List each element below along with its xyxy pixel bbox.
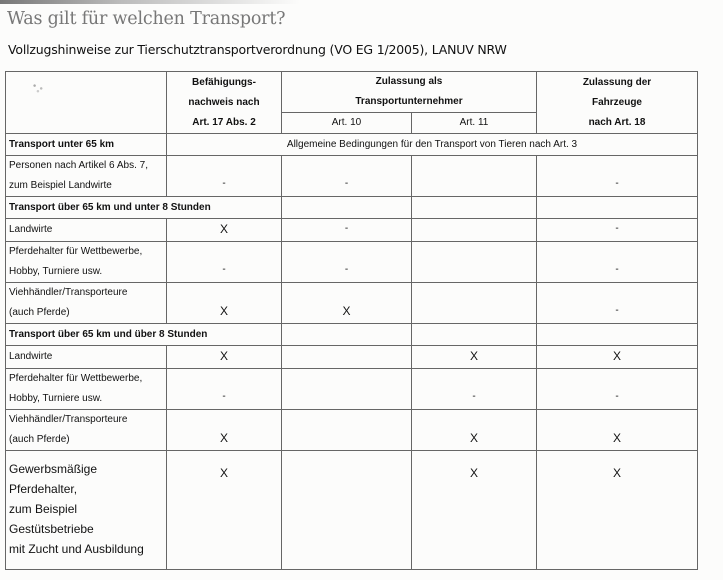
row-label-line: Gestütsbetriebe [9,522,94,536]
cell-art10: - [282,156,412,197]
section-note: Allgemeine Bedingungen für den Transport von Tieren nach Art. 3 [167,134,698,156]
empty-cell [412,197,537,219]
cell-art11: X [412,410,537,451]
table-row [6,346,698,369]
row-label [6,410,167,451]
row-label-line: (auch Pferde) [9,307,70,318]
table-row [6,451,698,570]
header-text: Art. 17 Abs. 2 [192,116,256,128]
empty-cell [412,324,537,346]
cell-fahrzeuge: - [537,156,698,197]
cell-art10 [282,346,412,369]
cell-art11 [412,283,537,324]
cell-art10: X [282,283,412,324]
section-row [6,197,698,219]
row-label-line: Pferdehalter, [9,482,78,496]
cell-art11 [412,242,537,283]
row-label-line: (auch Pferde) [9,434,70,445]
header-zulassung-transportunternehmer [282,72,537,113]
header-text: nachweis nach [188,96,260,108]
cell-fahrzeuge: X [537,410,698,451]
row-label-line: Gewerbsmäßige [9,462,98,476]
cell-art11 [412,156,537,197]
header-text: Zulassung der [582,76,652,88]
header-text: Zulassung als [375,76,443,87]
scan-noise-mark [28,80,50,94]
cell-art10: - [282,242,412,283]
cell-fahrzeuge: X [537,346,698,369]
row-label [6,156,167,197]
header-art10: Art. 10 [282,113,412,134]
row-label-line: zum Beispiel Landwirte [9,180,112,191]
header-row-1 [6,72,698,113]
table-row [6,242,698,283]
section-title: Transport über 65 km und unter 8 Stunden [6,197,282,219]
section-row [6,134,698,156]
cell-fahrzeuge: - [537,242,698,283]
row-label [6,283,167,324]
row-label: Landwirte [6,219,167,242]
table-row [6,219,698,242]
row-label-line: Pferdehalter für Wettbewerbe, [9,373,143,384]
row-label-line: Viehhändler/Transporteure [9,287,128,298]
cell-befaehigung: - [167,156,282,197]
scan-edge-shadow [0,0,300,4]
page-title: Was gilt für welchen Transport? [7,9,286,29]
cell-art10 [282,451,412,570]
cell-befaehigung: X [167,451,282,570]
header-text: Befähigungs- [192,76,256,88]
cell-befaehigung: - [167,242,282,283]
cell-art11 [412,219,537,242]
row-label-line: Viehhändler/Transporteure [9,414,128,425]
cell-art11: - [412,369,537,410]
cell-befaehigung: - [167,369,282,410]
cell-fahrzeuge: - [537,369,698,410]
empty-cell [537,324,698,346]
row-label [6,451,167,570]
cell-befaehigung: X [167,410,282,451]
table-row [6,156,698,197]
cell-art10: - [282,219,412,242]
row-label-line: Personen nach Artikel 6 Abs. 7, [9,160,148,171]
section-row [6,324,698,346]
cell-art10 [282,410,412,451]
header-text: nach Art. 18 [588,116,646,128]
table-row [6,410,698,451]
row-label-line: Hobby, Turniere usw. [9,393,103,404]
empty-cell [282,324,412,346]
header-zulassung-fahrzeuge [537,72,698,134]
section-title: Transport über 65 km und über 8 Stunden [6,324,282,346]
row-label: Landwirte [6,346,167,369]
row-label [6,369,167,410]
cell-art11: X [412,451,537,570]
empty-cell [537,197,698,219]
row-label-line: mit Zucht und Ausbildung [9,542,144,556]
row-label [6,242,167,283]
header-text: Fahrzeuge [591,96,642,108]
cell-befaehigung: X [167,219,282,242]
cell-fahrzeuge: - [537,219,698,242]
table-row [6,283,698,324]
header-art11: Art. 11 [412,113,537,134]
table-row [6,369,698,410]
transport-requirements-table [5,71,698,570]
header-text: Transportunternehmer [355,96,463,107]
cell-befaehigung: X [167,346,282,369]
cell-fahrzeuge: - [537,283,698,324]
row-label-line: Pferdehalter für Wettbewerbe, [9,246,143,257]
cell-art10 [282,369,412,410]
empty-cell [282,197,412,219]
row-label-line: zum Beispiel [9,502,78,516]
cell-befaehigung: X [167,283,282,324]
row-label-line: Hobby, Turniere usw. [9,266,103,277]
cell-art11: X [412,346,537,369]
section-title: Transport unter 65 km [6,134,167,156]
document-subtitle: Vollzugshinweise zur Tierschutztransportverordnung (VO EG 1/2005), LANUV NRW [8,42,507,57]
cell-fahrzeuge: X [537,451,698,570]
header-befaehigungsnachweis [167,72,282,134]
